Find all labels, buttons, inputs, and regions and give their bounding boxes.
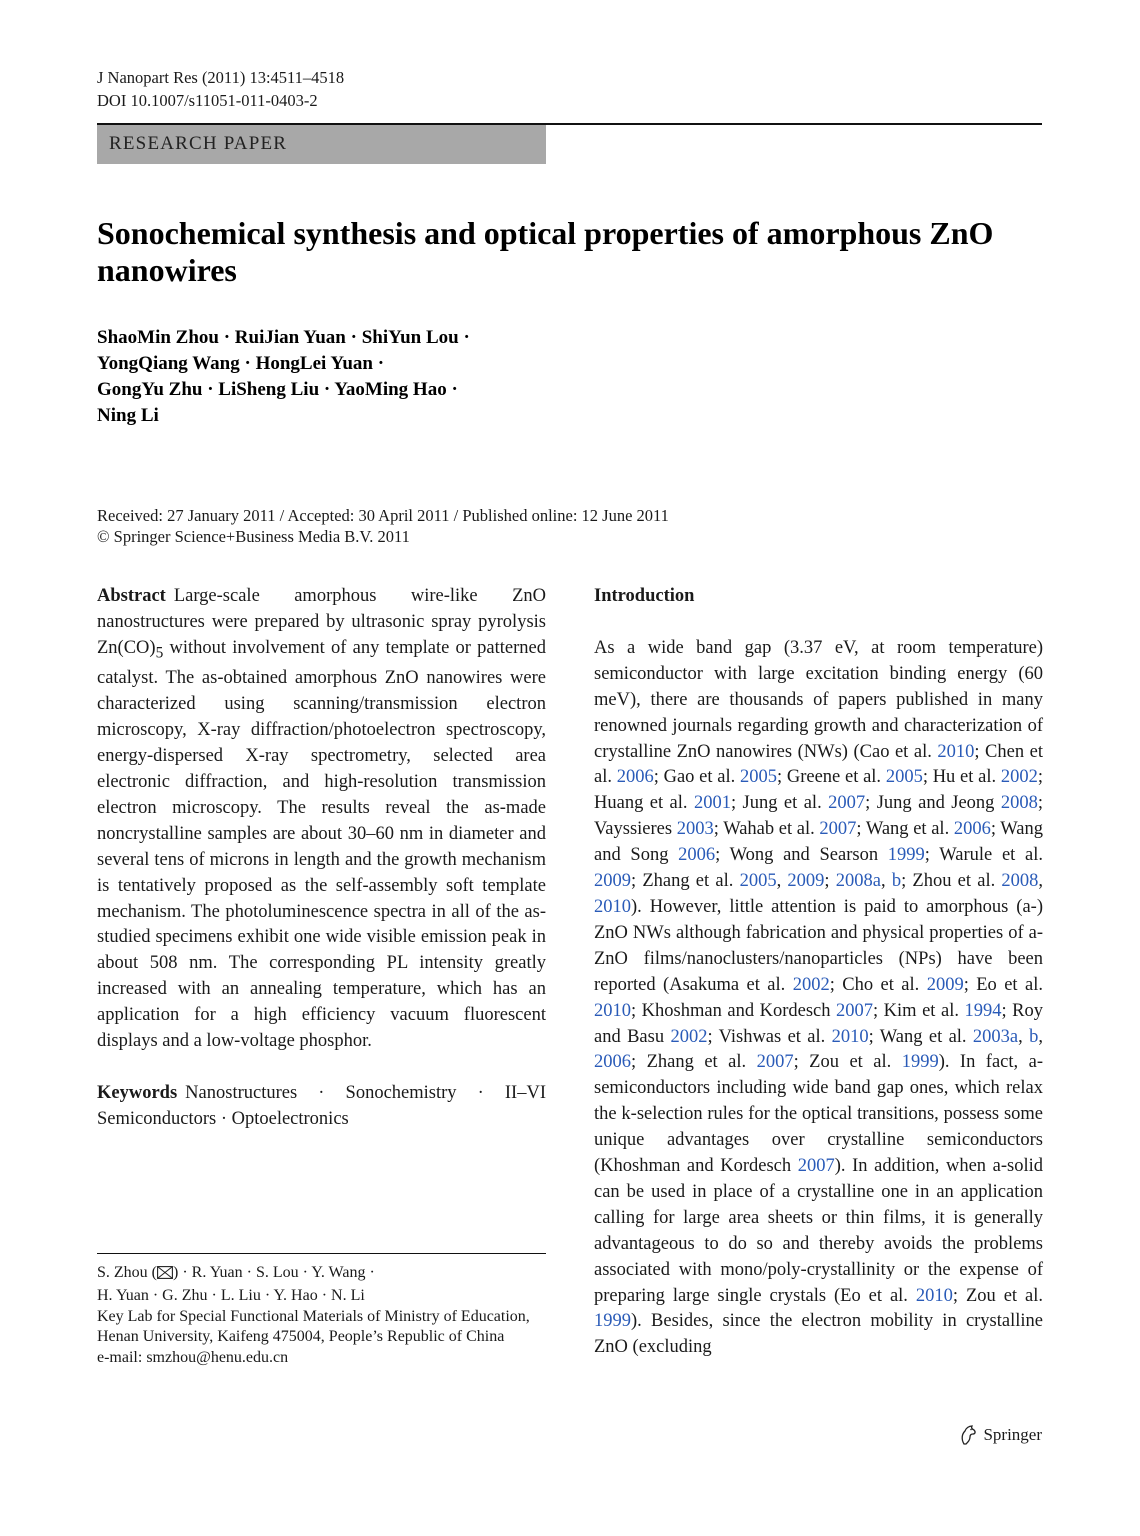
citation-link[interactable]: 2006 bbox=[678, 845, 716, 866]
doi: DOI 10.1007/s11051-011-0403-2 bbox=[97, 91, 318, 110]
intro-text: ). Besides, since the electron mobility in crystalline ZnO (excluding bbox=[594, 1311, 1043, 1358]
intro-text: ; Wahab et al. bbox=[713, 819, 820, 840]
citation-link[interactable]: 2007 bbox=[756, 1052, 794, 1073]
citation-link[interactable]: 1999 bbox=[887, 845, 925, 866]
envelope-icon[interactable] bbox=[157, 1265, 173, 1286]
footnote-authors-1: S. Zhou ( ) · R. Yuan · S. Lou · Y. Wang · bbox=[97, 1263, 546, 1286]
intro-text: ; Roy and Basu bbox=[594, 1000, 1043, 1047]
intro-text: ). In addition, when a-solid can be used in place of a crystalline one in an application calling for large area sheets or thin films, it is generally advantageous to do so and thereby avoids the problems associated with mono/poly-crystallinity or the expense of preparing large single crystals (Eo et al. bbox=[594, 1156, 1044, 1306]
journal-citation: J Nanopart Res (2011) 13:4511–4518 bbox=[97, 68, 345, 87]
intro-text: , bbox=[880, 871, 892, 892]
citation-link[interactable]: 2010 bbox=[831, 1026, 869, 1047]
intro-text: , bbox=[776, 871, 788, 892]
intro-text: ; Zhang et al. bbox=[631, 871, 740, 892]
citation-link[interactable]: 2003a bbox=[972, 1026, 1019, 1047]
intro-text: ; Zhou et al. bbox=[901, 871, 1002, 892]
abstract-text-a: Large-scale amorphous wire-like ZnO nanostructures were prepared by ultrasonic spray pyrolysis Zn(CO) bbox=[97, 586, 546, 658]
citation-link[interactable]: 2003 bbox=[676, 819, 714, 840]
citation-link[interactable]: 2010 bbox=[594, 896, 631, 917]
citation-link[interactable]: 2001 bbox=[693, 793, 731, 814]
intro-text: ; Wang et al. bbox=[856, 819, 954, 840]
citation-link[interactable]: b bbox=[891, 871, 902, 892]
publisher-name: Springer bbox=[983, 1425, 1042, 1444]
citation-link[interactable]: 2002 bbox=[792, 974, 830, 995]
intro-text: ; Zou et al. bbox=[793, 1052, 902, 1073]
section-banner bbox=[97, 125, 546, 164]
author-line: YongQiang Wang · HongLei Yuan · bbox=[97, 353, 385, 374]
keywords-label: Keywords bbox=[97, 1083, 178, 1103]
citation-link[interactable]: 2008 bbox=[1000, 793, 1038, 814]
footnote-authors-2: H. Yuan · G. Zhu · L. Liu · Y. Hao · N. Li bbox=[97, 1286, 365, 1304]
intro-text: ; Kim et al. bbox=[873, 1000, 965, 1021]
intro-text: ; Jung and Jeong bbox=[865, 793, 1001, 814]
citation-link[interactable]: 2008 bbox=[1001, 871, 1039, 892]
citation-link[interactable]: 2010 bbox=[594, 1000, 631, 1021]
intro-text: ; Cho et al. bbox=[829, 974, 927, 995]
citation-link[interactable]: 2009 bbox=[926, 974, 964, 995]
intro-text: , bbox=[1018, 1026, 1030, 1047]
publication-dates bbox=[97, 505, 669, 547]
email[interactable]: e-mail: smzhou@henu.edu.cn bbox=[97, 1349, 289, 1367]
intro-text: ; Wang et al. bbox=[868, 1026, 973, 1047]
author-line: ShaoMin Zhou · RuiJian Yuan · ShiYun Lou · bbox=[97, 327, 470, 348]
intro-text: As a wide band gap (3.37 eV, at room temperature) semiconductor with large excitation binding energy (60 meV), there are thousands of papers published in many renowned journals regarding growth and characterization of crystalline ZnO nanowires (NWs) (Cao et al. bbox=[594, 637, 1043, 762]
affiliation: Key Lab for Special Functional Materials of Ministry of Education, Henan University, Kaifeng 475004, People’s Republic of China bbox=[97, 1307, 530, 1346]
dates-line: Received: 27 January 2011 / Accepted: 30 April 2011 / Published online: 12 June 2011 bbox=[97, 506, 669, 525]
formula-subscript: 5 bbox=[155, 644, 164, 662]
author-line: Ning Li bbox=[97, 405, 159, 426]
citation-link[interactable]: 1999 bbox=[594, 1311, 631, 1332]
citation-link[interactable]: 2007 bbox=[819, 819, 857, 840]
footnote-rule bbox=[97, 1253, 546, 1254]
copyright-line: © Springer Science+Business Media B.V. 2011 bbox=[97, 527, 410, 546]
citation-link[interactable]: b bbox=[1029, 1026, 1039, 1047]
intro-text: , bbox=[1038, 871, 1044, 892]
intro-text: ; Wong and Searson bbox=[715, 845, 888, 866]
keywords bbox=[97, 1081, 546, 1133]
abstract-label: Abstract bbox=[97, 586, 166, 606]
citation-link[interactable]: 1994 bbox=[964, 1000, 1002, 1021]
citation-link[interactable]: 1999 bbox=[901, 1052, 939, 1073]
citation-link[interactable]: 2005 bbox=[739, 871, 777, 892]
intro-text: ; Hu et al. bbox=[922, 767, 1001, 788]
section-heading-introduction: Introduction bbox=[594, 586, 695, 606]
author-line: GongYu Zhu · LiSheng Liu · YaoMing Hao · bbox=[97, 379, 458, 400]
springer-horse-icon bbox=[958, 1424, 978, 1446]
citation-link[interactable]: 2008a bbox=[835, 871, 881, 892]
paper-title: Sonochemical synthesis and optical properties of amorphous ZnO nanowires bbox=[97, 215, 994, 288]
citation-link[interactable]: 2007 bbox=[828, 793, 866, 814]
intro-text: ; Vishwas et al. bbox=[707, 1026, 832, 1047]
journal-header bbox=[97, 66, 344, 112]
intro-text: ; Khoshman and Kordesch bbox=[631, 1000, 837, 1021]
intro-text: , bbox=[1038, 1026, 1044, 1047]
intro-text: ; Wang and Song bbox=[594, 819, 1043, 866]
right-column bbox=[594, 584, 1043, 1361]
intro-text: ; Vayssieres bbox=[594, 793, 1043, 840]
citation-link[interactable]: 2009 bbox=[787, 871, 825, 892]
citation-link[interactable]: 2002 bbox=[1000, 767, 1038, 788]
intro-text: ; Jung et al. bbox=[730, 793, 829, 814]
citation-link[interactable]: 2007 bbox=[836, 1000, 874, 1021]
intro-text: ; Warule et al. bbox=[924, 845, 1043, 866]
intro-text: ; Huang et al. bbox=[594, 767, 1043, 814]
citation-link[interactable]: 2005 bbox=[885, 767, 923, 788]
citation-link[interactable]: 2010 bbox=[937, 741, 975, 762]
intro-text: ). However, little attention is paid to amorphous (a-) ZnO NWs although fabrication and physical properties of a-ZnO films/nanoclusters/nanoparticles (NPs) have been reported (Asakuma et al. bbox=[594, 896, 1043, 995]
intro-text: ; bbox=[824, 871, 836, 892]
abstract bbox=[97, 584, 546, 1055]
citation-link[interactable]: 2006 bbox=[616, 767, 654, 788]
intro-text: ; Eo et al. bbox=[963, 974, 1043, 995]
author-footnote bbox=[97, 1263, 546, 1369]
citation-link[interactable]: 2010 bbox=[915, 1285, 953, 1306]
citation-link[interactable]: 2007 bbox=[797, 1156, 835, 1177]
intro-text: ; Zhang et al. bbox=[631, 1052, 757, 1073]
citation-link[interactable]: 2006 bbox=[953, 819, 991, 840]
intro-text: ; Gao et al. bbox=[653, 767, 740, 788]
author-list bbox=[97, 325, 557, 429]
intro-text: ; Greene et al. bbox=[776, 767, 886, 788]
citation-link[interactable]: 2005 bbox=[739, 767, 777, 788]
keywords-text: Nanostructures · Sonochemistry · II–VI Semiconductors · Optoelectronics bbox=[97, 1083, 546, 1129]
intro-text: ; Chen et al. bbox=[594, 741, 1043, 788]
citation-link[interactable]: 2009 bbox=[594, 871, 631, 892]
publisher-logo bbox=[958, 1424, 1042, 1446]
citation-link[interactable]: 2002 bbox=[670, 1026, 708, 1047]
introduction-body bbox=[594, 636, 1043, 1361]
citation-link[interactable]: 2006 bbox=[594, 1052, 631, 1073]
intro-text: ; Zou et al. bbox=[952, 1285, 1043, 1306]
left-column bbox=[97, 584, 546, 1133]
abstract-text-b: without involvement of any template or patterned catalyst. The as-obtained amorphous ZnO nanowires were characterized using scanning/transmission electron microscopy, X-ray diffraction/photoelectron spectroscopy, energy-dispersed X-ray spectrometry, selected area electronic diffraction, and high-resolution transmission electron microscopy. The results reveal the as-made noncrystalline samples are about 30–60 nm in diameter and several tens of microns in length and the growth mechanism is tentatively proposed as the self-assembly soft template mechanism. The photoluminescence spectra in all of the as-studied specimens exhibit one wide visible emission peak in about 508 nm. The corresponding PL intensity greatly increased with an annealing temperature, which has an application for a high efficiency vacuum fluorescent displays and a low-voltage phosphor. bbox=[97, 637, 546, 1052]
intro-text: ). In fact, a-semiconductors including wide band gap ones, which relax the k-selection rules for the optical transitions, possess some unique advantages over crystalline semiconductors (Khoshman and Kordesch bbox=[594, 1052, 1043, 1177]
section-banner-label: RESEARCH PAPER bbox=[109, 133, 288, 154]
